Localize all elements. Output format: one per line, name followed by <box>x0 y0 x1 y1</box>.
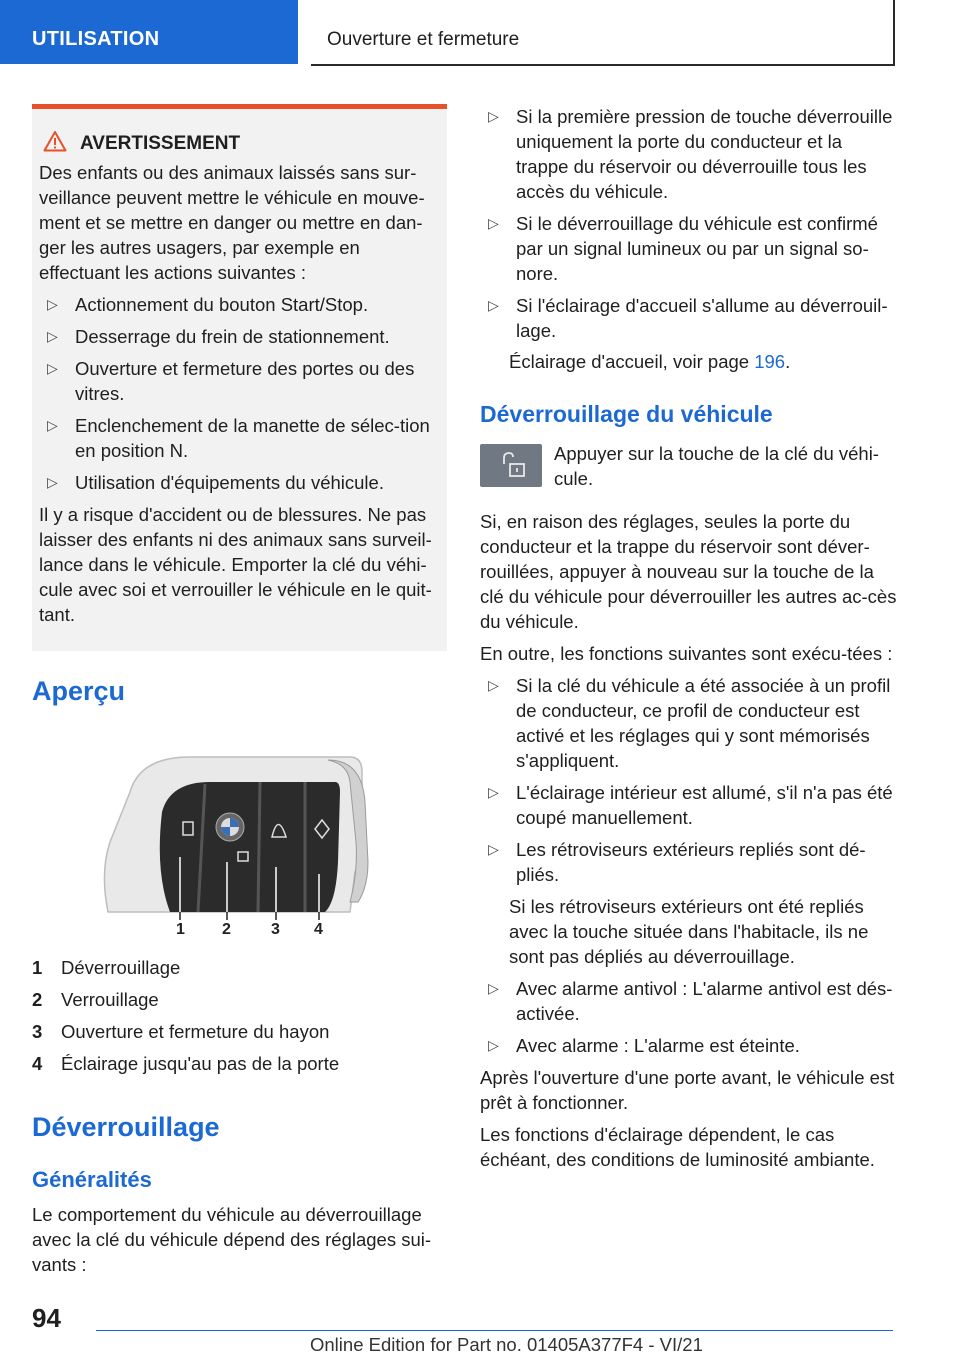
unlock-button-icon <box>480 444 542 487</box>
legend-item: 2 Verrouillage <box>32 989 159 1010</box>
legend-item: 4 Éclairage jusqu'au pas de la porte <box>32 1053 340 1074</box>
bullet-icon: ▷ <box>47 417 58 433</box>
bullet-icon: ▷ <box>488 1037 499 1053</box>
bullet-icon: ▷ <box>488 108 499 124</box>
list-item: ▷ Si la clé du véhicule a été associée à un profil de conducteur, ce profil de conducteur est activé et les réglages qui y sont mémorisés s'appliquent. <box>488 675 891 771</box>
warning-icon <box>43 130 67 152</box>
page-link[interactable]: 196 <box>754 351 786 372</box>
paragraph: En outre, les fonctions suivantes sont exécu-tées : <box>480 643 893 664</box>
deverrouillage-heading: Déverrouillage <box>32 1112 220 1142</box>
list-item: ▷ Si le déverrouillage du véhicule est confirmé par un signal lumineux ou par un signal so-nore. <box>488 213 878 284</box>
paragraph: Si, en raison des réglages, seules la porte du conducteur et la trappe du réservoir sont déver-rouillées, appuyer à nouveau sur la touche de la clé du véhicule pour déverrouiller les autres ac-cès du véhicule. <box>480 511 897 632</box>
header-title: Ouverture et fermeture <box>327 29 520 50</box>
list-item: ▷ Desserrage du frein de stationnement. <box>47 326 390 347</box>
list-item: ▷ Utilisation d'équipements du véhicule. <box>47 472 384 493</box>
paragraph: Les fonctions d'éclairage dépendent, le cas échéant, des conditions de luminosité ambiante. <box>480 1124 875 1170</box>
page-number: 94 <box>32 1303 61 1333</box>
bullet-icon: ▷ <box>47 296 58 312</box>
apercu-heading: Aperçu <box>32 676 126 706</box>
callout-4: 4 <box>314 921 323 937</box>
list-item: ▷ Actionnement du bouton Start/Stop. <box>47 294 369 315</box>
warning-intro: Des enfants ou des animaux laissés sans sur-veillance peuvent mettre le véhicule en mouve-ment et se mettre en danger ou mettre en dan-ger les autres usagers, par exemple en effectuant les actions suivantes : <box>39 162 425 283</box>
right-column-bottom <box>480 509 898 1179</box>
callout-2: 2 <box>222 921 231 937</box>
warning-box <box>32 104 447 651</box>
bullet-icon: ▷ <box>488 677 499 693</box>
list-item: ▷ Ouverture et fermeture des portes ou des vitres. <box>47 358 415 404</box>
dev-vehicule-instruction: Appuyer sur la touche de la clé du véhi-cule. <box>554 443 879 489</box>
footer-rule <box>96 1330 893 1331</box>
key-fob-illustration <box>100 752 370 937</box>
list-item: ▷ L'éclairage intérieur est allumé, s'il n'a pas été coupé manuellement. <box>488 782 893 828</box>
list-item: ▷ Les rétroviseurs extérieurs repliés sont dé-pliés. <box>488 839 866 885</box>
list-item: ▷ Avec alarme : L'alarme est éteinte. <box>488 1035 800 1056</box>
bullet-icon: ▷ <box>47 360 58 376</box>
list-item: ▷ Avec alarme antivol : L'alarme antivol est dés-activée. <box>488 978 893 1024</box>
legend-item: 1 Déverrouillage <box>32 957 181 978</box>
bullet-icon: ▷ <box>488 980 499 996</box>
list-item: ▷ Si la première pression de touche déverrouille uniquement la porte du conducteur et la trappe du réservoir ou déverrouille tous les accès du véhicule. <box>488 106 893 202</box>
legend <box>32 955 447 1083</box>
header-title-box <box>311 0 895 66</box>
paragraph: Après l'ouverture d'une porte avant, le véhicule est prêt à fonctionner. <box>480 1067 895 1113</box>
eclairage-ref: Éclairage d'accueil, voir page 196. <box>509 351 791 372</box>
bullet-icon: ▷ <box>47 474 58 490</box>
bullet-icon: ▷ <box>47 328 58 344</box>
warning-title-text: AVERTISSEMENT <box>80 133 241 154</box>
warning-title <box>80 131 439 156</box>
bullet-icon: ▷ <box>488 784 499 800</box>
callout-3: 3 <box>271 921 280 937</box>
bullet-icon: ▷ <box>488 297 499 313</box>
bullet-icon: ▷ <box>488 215 499 231</box>
warning-list <box>39 292 439 495</box>
legend-item: 3 Ouverture et fermeture du hayon <box>32 1021 330 1042</box>
item-note: Si les rétroviseurs extérieurs ont été repliés avec la touche située dans l'habitacle, ils ne sont pas dépliés au déverrouillage. <box>509 896 869 967</box>
header-section: UTILISATION <box>32 28 160 50</box>
generalites-heading: Généralités <box>32 1167 152 1192</box>
generalites-text: Le comportement du véhicule au déverrouillage avec la clé du véhicule dépend des réglages sui-vants : <box>32 1204 432 1275</box>
callout-1: 1 <box>176 921 185 937</box>
footer-edition: Online Edition for Part no. 01405A377F4 - VI/21 <box>310 1334 703 1355</box>
header-section-tab <box>0 0 298 64</box>
warning-outro: Il y a risque d'accident ou de blessures. Ne pas laisser des enfants ni des animaux sans surveil-lance dans le véhicule. Emporter la clé du véhi-cule avec soi et verrouiller le véhicule en le quit-tant. <box>39 504 432 625</box>
bullet-icon: ▷ <box>488 841 499 857</box>
right-column-top <box>480 104 898 381</box>
list-item: ▷ Enclenchement de la manette de sélec-tion en position N. <box>47 415 430 461</box>
dev-vehicule-heading: Déverrouillage du véhicule <box>480 401 773 427</box>
list-item: ▷ Si l'éclairage d'accueil s'allume au déverrouil-lage. <box>488 295 888 341</box>
